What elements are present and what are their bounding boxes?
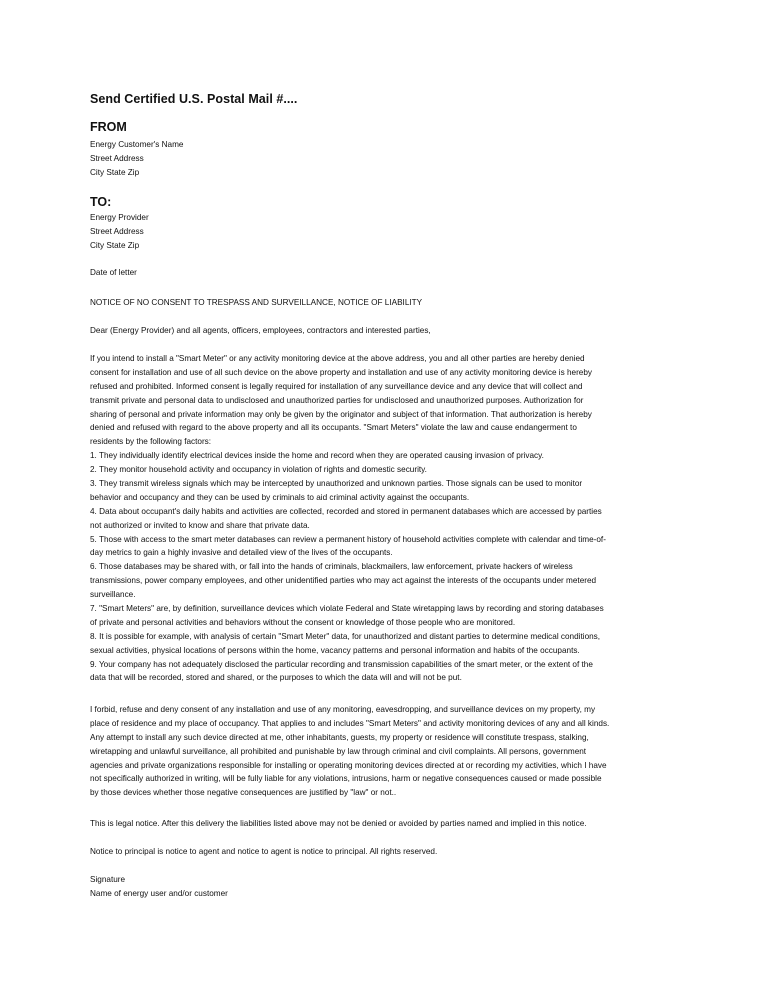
notice-title: NOTICE OF NO CONSENT TO TRESPASS AND SURVEILLANCE, NOTICE OF LIABILITY	[90, 298, 423, 307]
from-street: Street Address	[90, 153, 144, 163]
to-address-block	[90, 211, 149, 252]
legal-notice: This is legal notice. After this delivery the liabilities listed above may not be denied or avoided by parties named and implied in this notice.	[90, 819, 587, 828]
refusal-line: agencies and private organizations responsible for installing or operating monitoring devices directed at or recording my activities, which I have	[90, 760, 607, 770]
body-line: consent for installation and use of all such device on the above property and installation and use of any activity monitoring device is hereby	[90, 367, 593, 377]
factor-item-4-cont: not authorized or invited to know and share that private data.	[90, 520, 310, 530]
factor-item-5: 5. Those with access to the smart meter databases can review a permanent history of household activities complete with calendar and time-of-	[90, 534, 606, 544]
factor-item-9: 9. Your company has not adequately disclosed the particular recording and transmission capabilities of the smart meter, or the extent of the	[90, 659, 593, 669]
refusal-line: wiretapping and unlawful surveillance, all prohibited and punishable by law through criminal and civil complaints. All persons, government	[90, 746, 587, 756]
factor-item-4: 4. Data about occupant's daily habits and activities are collected, recorded and stored in permanent databases which are accessed by parties	[90, 506, 602, 516]
factor-item-5-cont: day metrics to gain a highly invasive and detailed view of the lives of the occupants.	[90, 548, 393, 558]
from-label: FROM	[90, 120, 127, 134]
body-line: residents by the following factors:	[90, 437, 212, 447]
refusal-line: I forbid, refuse and deny consent of any installation and use of any monitoring, eavesdropping, and surveillance devices on my property, my	[90, 705, 596, 714]
from-city: City State Zip	[90, 167, 140, 177]
refusal-line: place of residence and my place of occupancy. That applies to and includes "Smart Meters" and activity monitoring devices of any and all kinds.	[90, 718, 610, 728]
factor-item-3-cont: behavior and occupancy and they can be used by criminals to aid criminal activity against the occupants.	[90, 492, 470, 502]
certified-mail-heading: Send Certified U.S. Postal Mail #....	[90, 92, 298, 106]
signature-block	[90, 873, 228, 901]
factor-item-7-cont: of private and personal activities and behaviors without the consent or knowledge of those people who are monitored.	[90, 617, 516, 627]
refusal-line: not specifically authorized in writing, will be fully liable for any violations, intrusions, harm or negative consequences caused or made possible	[90, 774, 602, 784]
signature-label: Signature	[90, 875, 126, 884]
factor-item-9-cont: data that will be recorded, stored and shared, or the purposes to which the data will and will not be put.	[90, 673, 462, 683]
factor-item-3: 3. They transmit wireless signals which may be intercepted by unauthorized and unknown parties. Those signals can be used to monitor	[90, 479, 583, 489]
factor-item-8-cont: sexual activities, physical locations of persons within the home, vacancy patterns and personal information and habits of the occupants.	[90, 645, 580, 655]
principal-notice: Notice to principal is notice to agent and notice to agent is notice to principal. All rights reserved.	[90, 847, 438, 856]
from-address-block	[90, 138, 183, 179]
factor-item-6-cont: transmissions, power company employees, and other unidentified parties who may act against the interests of the occupants under metered	[90, 576, 597, 586]
factor-item-1: 1. They individually identify electrical devices inside the home and record when they are operated causing invasion of privacy.	[90, 451, 544, 461]
to-city: City State Zip	[90, 240, 140, 250]
refusal-paragraph	[90, 703, 609, 800]
factor-item-7: 7. "Smart Meters" are, by definition, surveillance devices which violate Federal and State wiretapping laws by recording and storing databases	[90, 604, 604, 614]
refusal-line: Any attempt to install any such device directed at me, other inhabitants, guests, my property or residence will constitute trespass, stalking,	[90, 732, 589, 742]
body-line: refused and prohibited. Informed consent is legally required for installation of any surveillance device and any device that will collect and	[90, 381, 583, 391]
date-line: Date of letter	[90, 268, 137, 277]
to-street: Street Address	[90, 226, 144, 236]
signature-name-line: Name of energy user and/or customer	[90, 888, 228, 898]
factor-item-8: 8. It is possible for example, with analysis of certain "Smart Meter" data, for unauthorized and distant parties to determine medical conditions,	[90, 631, 601, 641]
salutation: Dear (Energy Provider) and all agents, officers, employees, contractors and interested parties,	[90, 326, 431, 335]
from-name: Energy Customer's Name	[90, 140, 184, 149]
factor-item-6-cont: surveillance.	[90, 590, 136, 600]
body-line: denied and refused with regard to the above property and all its occupants. "Smart Meters" violate the law and cause endangerment to	[90, 423, 577, 433]
to-label: TO:	[90, 195, 112, 209]
to-name: Energy Provider	[90, 213, 149, 222]
body-main-paragraph	[90, 352, 606, 685]
body-line: transmit private and personal data to undisclosed and unauthorized parties for undisclosed and unauthorized purposes. Authorization for	[90, 395, 584, 405]
body-line: If you intend to install a "Smart Meter" or any activity monitoring device at the above address, you and all other parties are hereby denied	[90, 354, 585, 363]
factor-item-2: 2. They monitor household activity and occupancy in violation of rights and domestic security.	[90, 465, 427, 475]
factor-item-6: 6. Those databases may be shared with, or fall into the hands of criminals, blackmailers, law enforcement, private hackers of wireless	[90, 562, 573, 572]
body-line: sharing of personal and private information may only be given by the originator and subject of that information. That authorization is hereby	[90, 409, 592, 419]
refusal-line: by those devices whether those negative consequences are justified by "law" or not..	[90, 788, 397, 798]
